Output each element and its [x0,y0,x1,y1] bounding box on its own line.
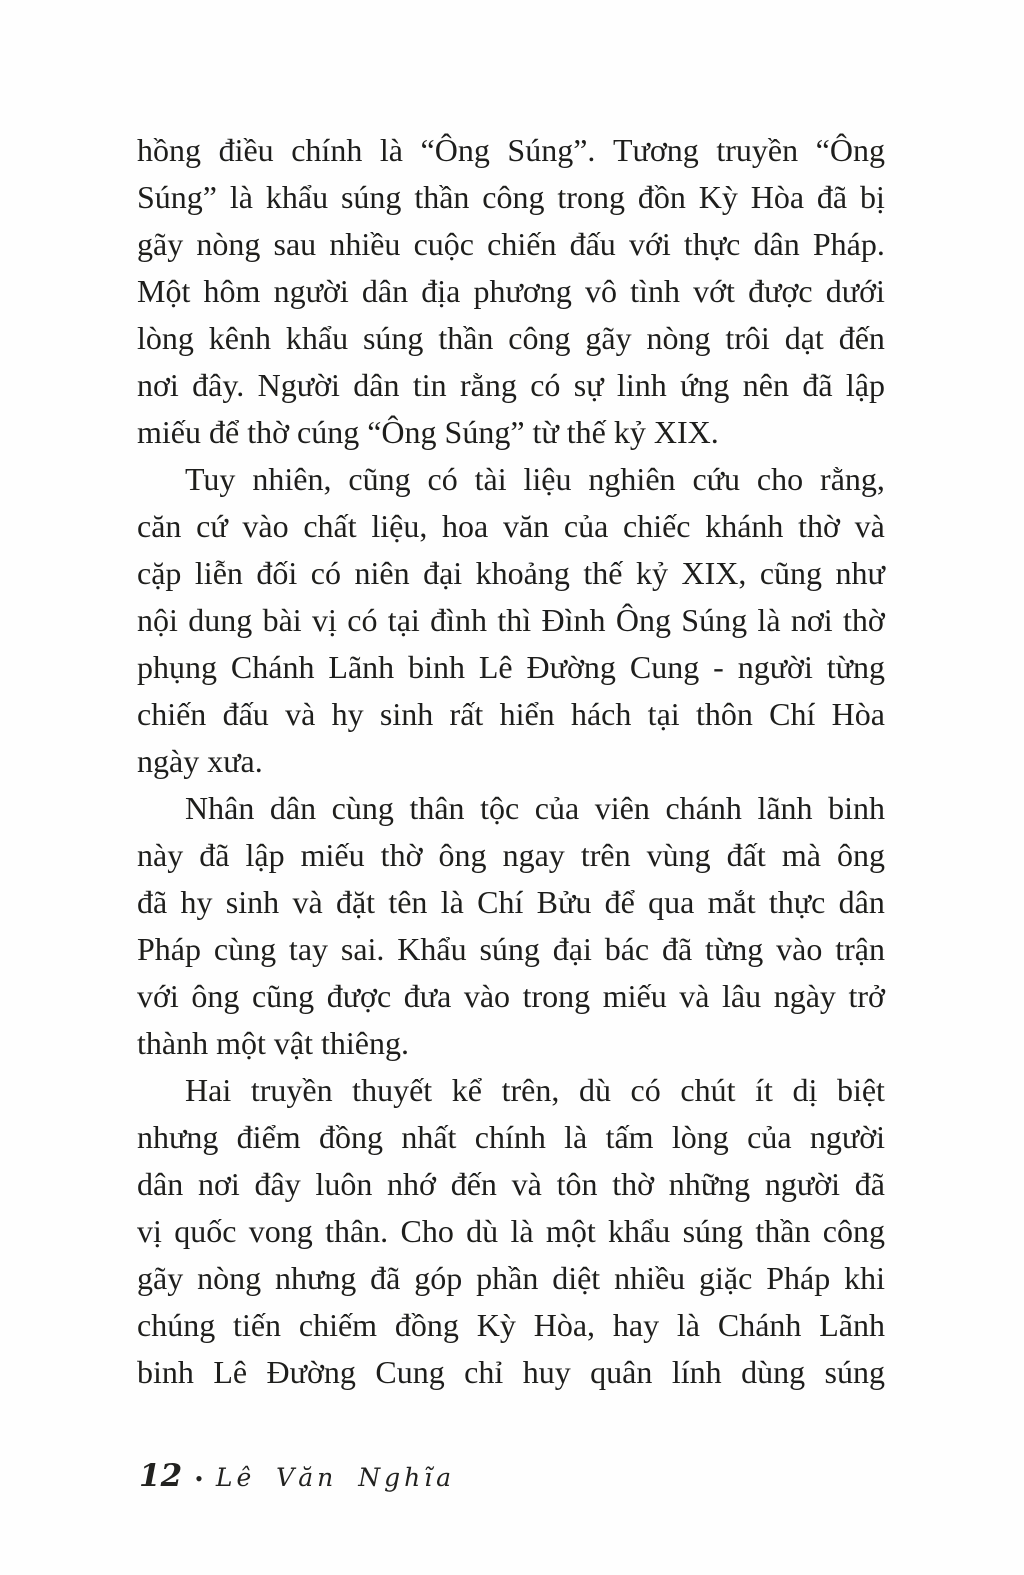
text-line: căn cứ vào chất liệu, hoa văn của chiếc khánh thờ và [137,508,885,544]
text-line: Nhân dân cùng thân tộc của viên chánh lãnh binh [185,790,885,826]
text-line: chúng tiến chiếm đồng Kỳ Hòa, hay là Chánh Lãnh [137,1307,885,1343]
text-line: Tuy nhiên, cũng có tài liệu nghiên cứu cho rằng, [185,461,885,497]
text-line: nhưng điểm đồng nhất chính là tấm lòng của người [137,1119,885,1155]
text-line: với ông cũng được đưa vào trong miếu và lâu ngày trở [137,978,885,1014]
text-line: Hai truyền thuyết kể trên, dù có chút ít dị biệt [185,1072,885,1108]
text-line: miếu để thờ cúng “Ông Súng” từ thế kỷ XIX. [137,414,719,450]
body-text [137,127,885,1396]
text-line: này đã lập miếu thờ ông ngay trên vùng đất mà ông [137,837,885,873]
text-line: dân nơi đây luôn nhớ đến và tôn thờ những người đã [137,1166,885,1202]
text-line: nơi đây. Người dân tin rằng có sự linh ứng nên đã lập [137,367,885,403]
footer-bullet-separator: • [195,1466,203,1491]
text-line: cặp liễn đối có niên đại khoảng thế kỷ XIX, cũng như [137,555,885,591]
text-line: binh Lê Đường Cung chỉ huy quân lính dùng súng [137,1354,885,1390]
text-line: Pháp cùng tay sai. Khẩu súng đại bác đã từng vào trận [137,931,885,967]
text-line: hồng điều chính là “Ông Súng”. Tương truyền “Ông [137,132,885,168]
text-line: Một hôm người dân địa phương vô tình vớt được dưới [137,273,885,309]
text-line: lòng kênh khẩu súng thần công gãy nòng trôi dạt đến [137,320,885,356]
page-number: 12 [139,1458,183,1494]
text-line: ngày xưa. [137,743,263,779]
text-line: thành một vật thiêng. [137,1025,409,1061]
text-line: đã hy sinh và đặt tên là Chí Bửu để qua mắt thực dân [137,884,885,920]
text-line: chiến đấu và hy sinh rất hiển hách tại thôn Chí Hòa [137,696,885,732]
text-line: vị quốc vong thân. Cho dù là một khẩu súng thần công [137,1213,885,1249]
text-line: nội dung bài vị có tại đình thì Đình Ông Súng là nơi thờ [137,602,885,638]
page-footer [139,1458,456,1494]
text-line: gãy nòng nhưng đã góp phần diệt nhiều giặc Pháp khi [137,1260,885,1296]
text-line: gãy nòng sau nhiều cuộc chiến đấu với thực dân Pháp. [137,226,885,262]
footer-author-name: Lê Văn Nghĩa [215,1463,456,1492]
text-line: Súng” là khẩu súng thần công trong đồn Kỳ Hòa đã bị [137,179,885,215]
text-line: phụng Chánh Lãnh binh Lê Đường Cung - người từng [137,649,885,685]
